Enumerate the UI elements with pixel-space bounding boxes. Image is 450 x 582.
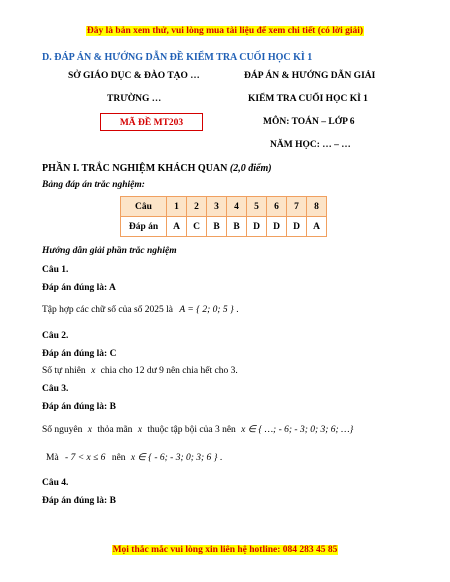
part1-heading (42, 163, 272, 174)
guide-heading: Hướng dẫn giải phần trắc nghiệm (42, 246, 177, 256)
q2-text-a: Số tự nhiên (42, 366, 86, 376)
part1-points: (2,0 điểm) (229, 163, 272, 174)
part1-title: PHẦN I. TRẮC NGHIỆM KHÁCH QUAN (42, 163, 230, 174)
q4-answer: Đáp án đúng là: B (42, 496, 116, 506)
q3-var: x (87, 425, 92, 435)
question-number: 4 (227, 197, 247, 217)
q1-tail: . (236, 305, 239, 315)
q3-math-range: - 7 < x ≤ 6 (65, 453, 106, 463)
header-subject: MÔN: TOÁN – LỚP 6 (263, 117, 355, 127)
q3-text-e: nên (111, 453, 126, 463)
q3-math-multiples: x ∈ { …; - 6; - 3; 0; 3; 6; …} (241, 425, 354, 435)
header-exam-title: KIỂM TRA CUỐI HỌC KÌ 1 (248, 94, 368, 104)
answer-table-answer-row (121, 217, 327, 237)
q3-explanation-line2 (46, 452, 222, 463)
q3-text-b: thỏa mãn (97, 425, 133, 435)
question-number: 5 (247, 197, 267, 217)
answer-letter: A (167, 217, 187, 237)
document-title: D. ĐÁP ÁN & HƯỚNG DẪN ĐỀ KIỂM TRA CUỐI HỌC KÌ 1 (42, 52, 313, 63)
answer-letter: C (187, 217, 207, 237)
answer-table-header-row (121, 197, 327, 217)
q2-answer: Đáp án đúng là: C (42, 349, 117, 359)
answer-table-label-question: Câu (121, 197, 167, 217)
answer-table-label-answer: Đáp án (121, 217, 167, 237)
q1-explanation (42, 305, 239, 315)
q3-text-a: Số nguyên (42, 425, 83, 435)
q2-text-b: chia cho 12 dư 9 nên chia hết cho 3. (100, 366, 238, 376)
q1-label: Câu 1. (42, 265, 69, 275)
question-number: 7 (287, 197, 307, 217)
answer-table-caption: Bảng đáp án trắc nghiệm: (42, 180, 145, 190)
hotline-text: Mọi thắc mắc vui lòng xin liên hệ hotline: 084 283 45 85 (112, 545, 338, 555)
q3-text-d: Mà (46, 453, 59, 463)
q2-explanation (42, 366, 238, 376)
exam-code-box: MÃ ĐỀ MT203 (100, 113, 203, 131)
q3-label: Câu 3. (42, 384, 69, 394)
q3-answer: Đáp án đúng là: B (42, 402, 116, 412)
q1-text: Tập hợp các chữ số của số 2025 là (42, 305, 173, 315)
q3-math-result: x ∈ { - 6; - 3; 0; 3; 6 } (130, 453, 218, 463)
answer-letter: A (307, 217, 327, 237)
answer-letter: D (247, 217, 267, 237)
q1-answer: Đáp án đúng là: A (42, 283, 116, 293)
q3-text-c: thuộc tập bội của 3 nên (147, 425, 236, 435)
question-number: 6 (267, 197, 287, 217)
q3-tail: . (219, 453, 223, 463)
question-number: 1 (167, 197, 187, 217)
header-answer-title: ĐÁP ÁN & HƯỚNG DẪN GIẢI (244, 71, 376, 81)
question-number: 3 (207, 197, 227, 217)
answer-letter: B (207, 217, 227, 237)
header-school-year: NĂM HỌC: … – … (270, 140, 351, 150)
header-department: SỞ GIÁO DỤC & ĐÀO TẠO … (68, 71, 200, 81)
q1-math: A = { 2; 0; 5 } (179, 305, 234, 315)
q2-var: x (91, 366, 96, 376)
q3-var2: x (137, 425, 143, 435)
q4-label: Câu 4. (42, 478, 69, 488)
preview-notice-text: Đây là bản xem thử, vui lòng mua tài liệu để xem chi tiết (có lời giải) (86, 26, 364, 36)
answer-letter: B (227, 217, 247, 237)
hotline-banner (0, 545, 450, 555)
header-school: TRƯỜNG … (107, 94, 162, 104)
question-number: 2 (187, 197, 207, 217)
q3-explanation-line1 (42, 424, 353, 435)
answer-table (120, 196, 327, 237)
question-number: 8 (307, 197, 327, 217)
q2-label: Câu 2. (42, 331, 69, 341)
answer-letter: D (267, 217, 287, 237)
preview-notice-banner (0, 26, 450, 36)
answer-letter: D (287, 217, 307, 237)
